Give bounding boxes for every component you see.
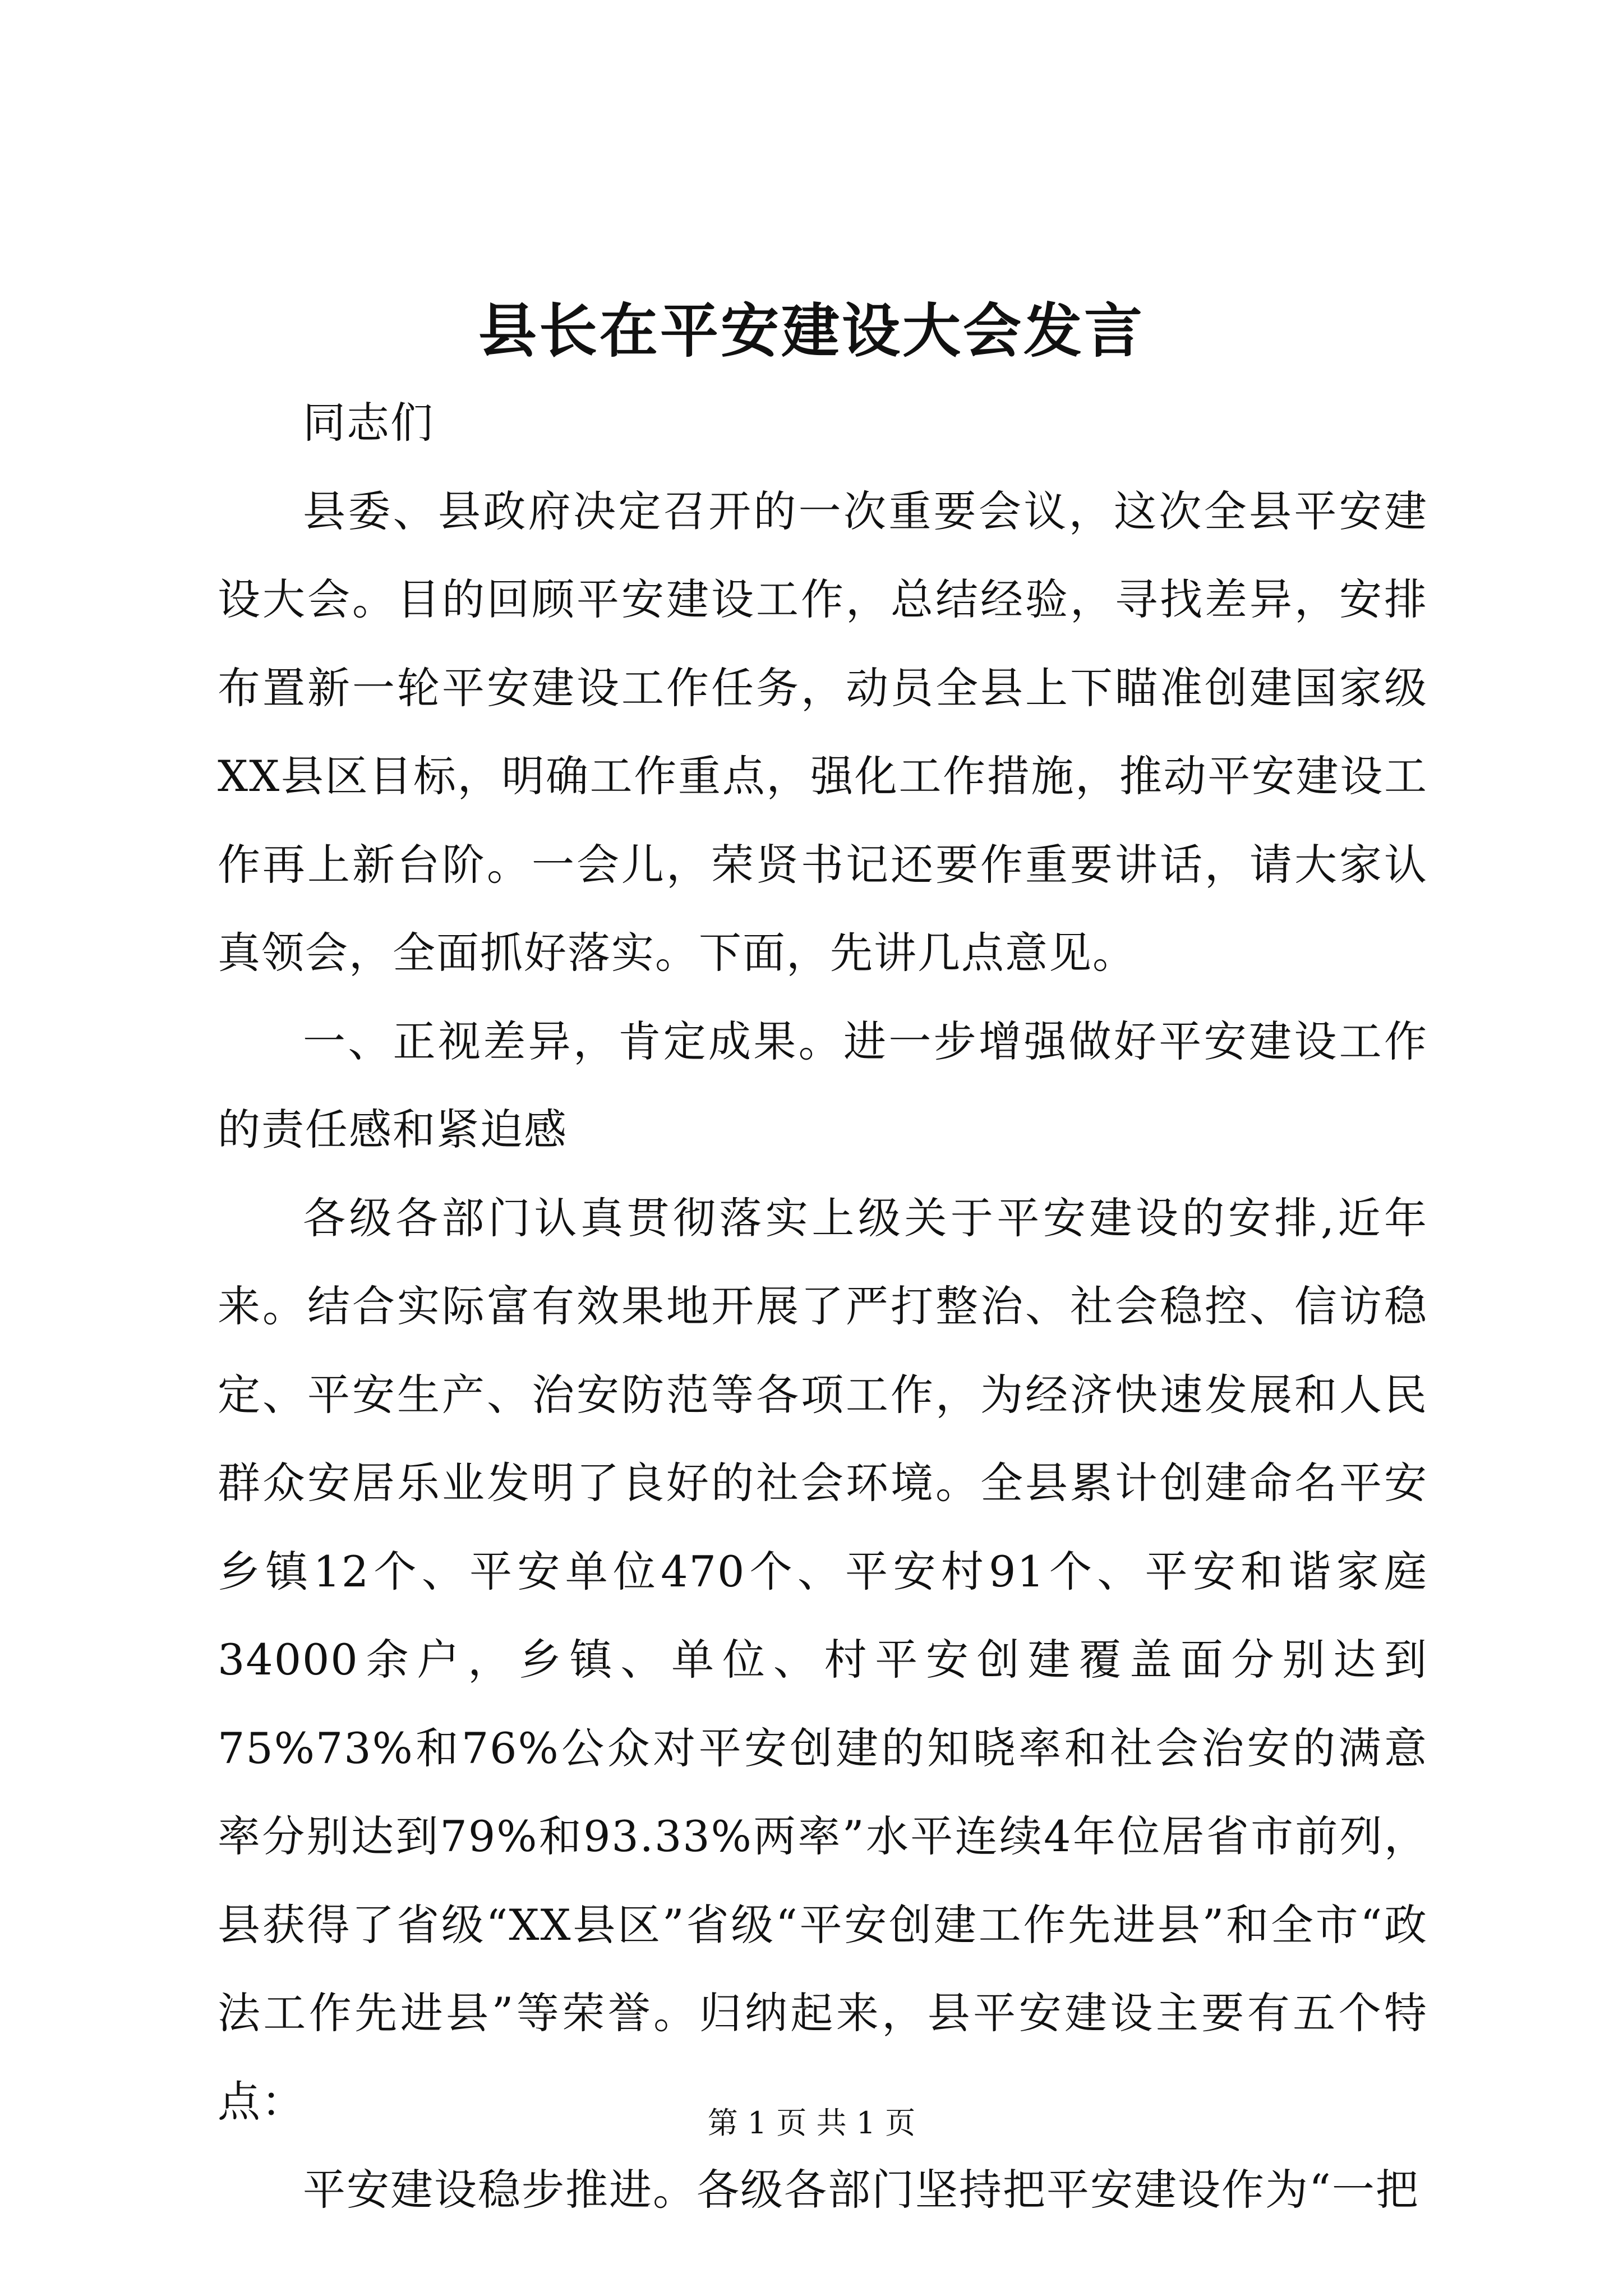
salutation-paragraph: 同志们	[303, 398, 434, 448]
page-footer: 第 1 页 共 1 页	[707, 2105, 916, 2141]
document-body	[218, 379, 1428, 2234]
document-title: 县长在平安建设大会发言	[478, 296, 1145, 365]
section-heading-paragraph: 一、正视差异，肯定成果。进一步增强做好平安建设工作的责任感和紧迫感	[218, 1016, 1428, 1154]
body-paragraph: 平安建设稳步推进。各级各部门坚持把平安建设作为“一把	[303, 2165, 1419, 2215]
body-paragraph: 县委、县政府决定召开的一次重要会议，这次全县平安建设大会。目的回顾平安建设工作，总结经验，寻找差异，安排布置新一轮平安建设工作任务，动员全县上下瞄准创建国家级XX县区目标，明确工作重点，强化工作措施，推动平安建设工作再上新台阶。一会儿，荣贤书记还要作重要讲话，请大家认真领会，全面抓好落实。下面，先讲几点意见。	[218, 486, 1428, 978]
body-paragraph: 各级各部门认真贯彻落实上级关于平安建设的安排,近年来。结合实际富有效果地开展了严打整治、社会稳控、信访稳定、平安生产、治安防范等各项工作，为经济快速发展和人民群众安居乐业发明了良好的社会环境。全县累计创建命名平安乡镇12个、平安单位470个、平安村91个、平安和谐家庭34000余户，乡镇、单位、村平安创建覆盖面分别达到75%73%和76%公众对平安创建的知晓率和社会治安的满意率分别达到79%和93.33%两率”水平连续4年位居省市前列，县获得了省级“XX县区”省级“平安创建工作先进县”和全市“政法工作先进县”等荣誉。归纳起来，县平安建设主要有五个特点：	[218, 1193, 1428, 2127]
